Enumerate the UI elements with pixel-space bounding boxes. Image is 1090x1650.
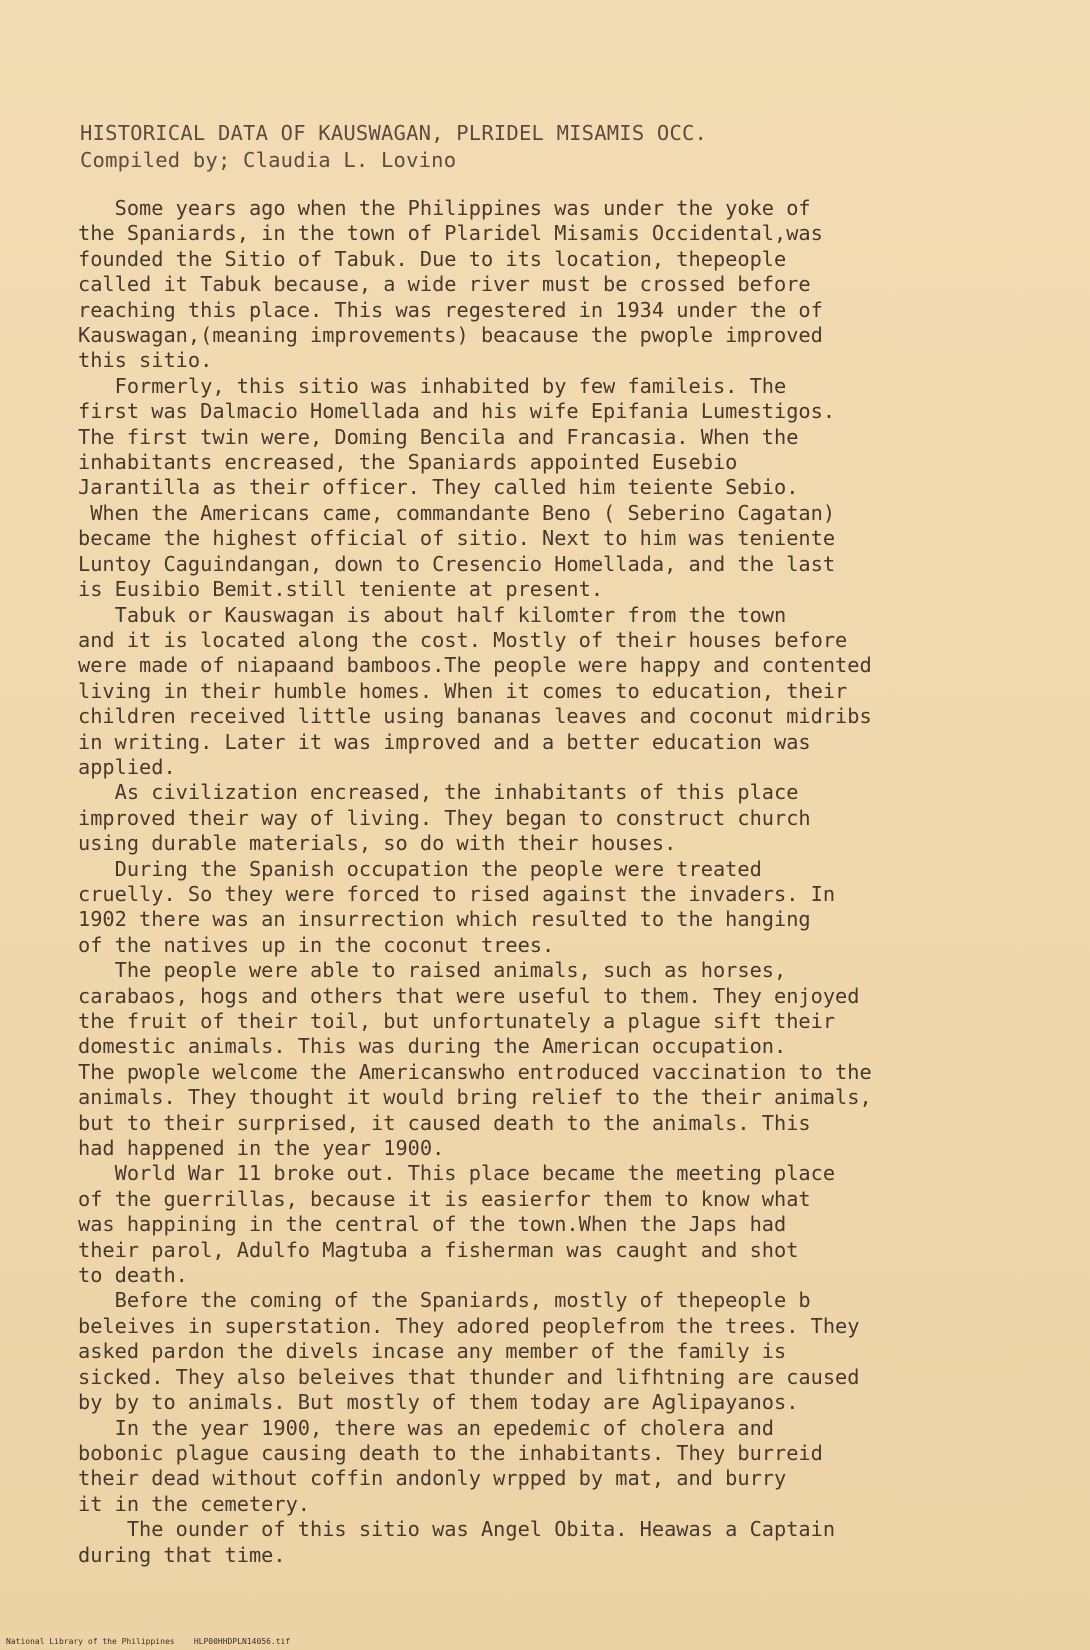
- text-line: in writing. Later it was improved and a better education was: [78, 729, 811, 754]
- text-line: was happining in the central of the town.When the Japs had: [78, 1212, 787, 1237]
- text-line: The pwople welcome the Americanswho entroduced vaccination to the: [78, 1059, 872, 1084]
- text-line: by by to animals. But mostly of them today are Aglipayanos.: [78, 1390, 799, 1415]
- text-line: and it is located along the cost. Mostly of their houses before: [78, 627, 848, 652]
- text-line: improved their way of living. They began to construct church: [78, 805, 811, 830]
- text-line: World War 11 broke out. This place became the meeting place: [78, 1161, 836, 1186]
- text-line: living in their humble homes. When it comes to education, their: [78, 678, 848, 703]
- text-line: but to their surprised, it caused death to the animals. This: [78, 1110, 811, 1135]
- text-line: As civilization encreased, the inhabitants of this place: [78, 780, 799, 805]
- text-line: called it Tabuk because, a wide river must be crossed before: [78, 272, 811, 297]
- text-line: inhabitants encreased, the Spaniards appointed Eusebio: [78, 450, 738, 475]
- text-line: using durable materials, so do with their houses.: [78, 831, 677, 856]
- text-line: children received little using bananas leaves and coconut midribs: [78, 704, 872, 729]
- text-line: the Spaniards, in the town of Plaridel Misamis Occidental,was: [78, 221, 823, 246]
- text-line: bobonic plague causing death to the inhabitants. They burreid: [78, 1440, 823, 1465]
- text-line: The first twin were, Doming Bencila and Francasia. When the: [78, 424, 799, 449]
- compiled-by: Compiled by; Claudia L. Lovino: [80, 148, 457, 172]
- text-line: to death.: [78, 1263, 188, 1288]
- text-line: this sitio.: [78, 348, 213, 373]
- text-line: were made of niapaand bamboos.The people were happy and contented: [78, 653, 872, 678]
- text-line: first was Dalmacio Homellada and his wife Epifania Lumestigos.: [78, 399, 836, 424]
- text-line: during that time.: [78, 1542, 286, 1567]
- text-line: sicked. They also beleives that thunder and lifhtning are caused: [78, 1364, 860, 1389]
- text-line: became the highest official of sitio. Next to him was teniente: [78, 526, 836, 551]
- text-line: the fruit of their toil, but unfortunately a plague sift their: [78, 1009, 836, 1033]
- text-line: applied.: [78, 754, 176, 779]
- text-line: The people were able to raised animals, such as horses,: [78, 958, 787, 983]
- text-line: Formerly, this sitio was inhabited by few famileis. The: [78, 373, 787, 398]
- text-line: domestic animals. This was during the American occupation.: [78, 1034, 787, 1059]
- text-line: their dead without coffin andonly wrpped by mat, and burry: [78, 1466, 787, 1491]
- document-title: HISTORICAL DATA OF KAUSWAGAN, PLRIDEL MISAMIS OCC.: [80, 121, 708, 145]
- header-block: [80, 120, 1060, 174]
- text-line: asked pardon the divels incase any member of the family is: [78, 1339, 787, 1364]
- text-line: 1902 there was an insurrection which resulted to the hanging: [78, 907, 811, 932]
- text-line: Some years ago when the Philippines was under the yoke of: [78, 196, 811, 220]
- text-line: of the natives up in the coconut trees.: [78, 932, 555, 957]
- text-line: beleives in superstation. They adored peoplefrom the trees. They: [78, 1313, 860, 1338]
- text-line: Kauswagan,(meaning improvements) beacause the pwople improved: [78, 323, 823, 348]
- text-line: it in the cemetery.: [78, 1491, 310, 1516]
- text-line: carabaos, hogs and others that were useful to them. They enjoyed: [78, 983, 860, 1008]
- text-line: Before the coming of the Spaniards, mostly of thepeople b: [78, 1288, 811, 1313]
- text-line: During the Spanish occupation the people were treated: [78, 856, 762, 881]
- text-line: Luntoy Caguindangan, down to Cresencio Homellada, and the last: [78, 551, 836, 576]
- text-line: The ounder of this sitio was Angel Obita. Heawas a Captain: [78, 1517, 836, 1542]
- text-line: cruelly. So they were forced to rised against the invaders. In: [78, 881, 836, 906]
- text-line: reaching this place. This was regestered in 1934 under the of: [78, 297, 823, 322]
- text-line: When the Americans came, commandante Beno ( Seberino Cagatan): [78, 500, 836, 525]
- text-line: had happened in the year 1900.: [78, 1136, 445, 1161]
- text-line: their parol, Adulfo Magtuba a fisherman was caught and shot: [78, 1237, 799, 1262]
- text-line: animals. They thought it would bring relief to the their animals,: [78, 1085, 872, 1110]
- text-line: In the year 1900, there was an epedemic of cholera and: [78, 1415, 774, 1440]
- body-text: [78, 196, 1078, 1568]
- footer-source: National Library of the Philippines HLP00HHDPLN14056.tif: [6, 1637, 291, 1646]
- text-line: is Eusibio Bemit.still teniente at present.: [78, 577, 604, 602]
- text-line: founded the Sitio of Tabuk. Due to its location, thepeople: [78, 246, 787, 271]
- text-line: Jarantilla as their officer. They called him teiente Sebio.: [78, 475, 799, 500]
- text-line: Tabuk or Kauswagan is about half kilomter from the town: [78, 602, 787, 627]
- text-line: of the guerrillas, because it is easierfor them to know what: [78, 1186, 811, 1211]
